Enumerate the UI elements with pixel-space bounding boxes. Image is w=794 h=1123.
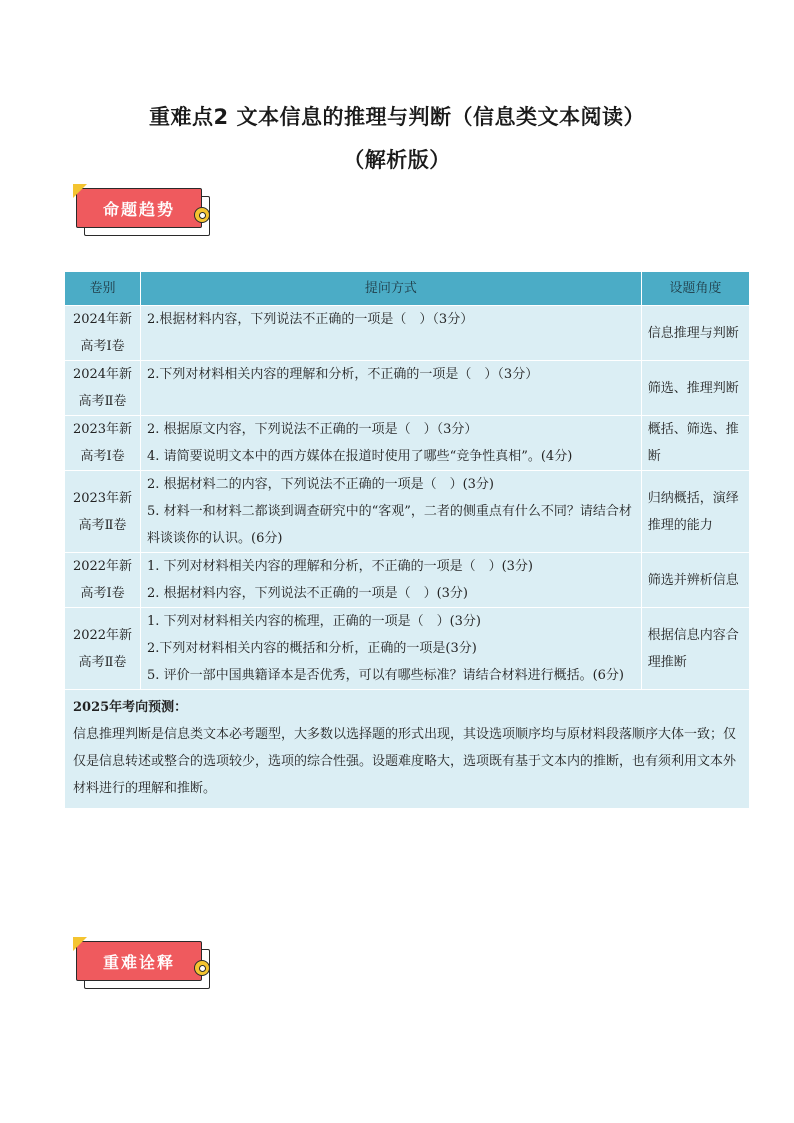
cell-paper: 2023年新高考Ⅰ卷 [65,416,141,471]
cell-angle: 归纳概括，演绎推理的能力 [641,471,749,553]
cell-questions [141,553,642,608]
cell-angle: 概括、筛选、推断 [641,416,749,471]
cell-angle: 筛选、推理判断 [641,361,749,416]
question-text: 2.根据材料内容，下列说法不正确的一项是（ ）（3分） [147,312,474,327]
cell-angle: 信息推理与判断 [641,306,749,361]
page-title: 重难点2 文本信息的推理与判断（信息类文本阅读） [149,105,645,129]
forecast-cell [65,690,750,809]
section-badge-explain [76,941,210,987]
badge-label: 重难诠释 [102,952,175,972]
table-header-row [65,272,750,306]
question-text: 2. 根据材料二的内容，下列说法不正确的一项是（ ）(3分) [147,477,494,492]
forecast-row [65,690,750,809]
header-paper: 卷别 [65,272,141,306]
question-text: 2. 根据原文内容，下列说法不正确的一项是（ ）（3分） [147,422,478,437]
forecast-title: 2025年考向预测： [73,700,188,715]
flag-icon [73,937,87,951]
badge-label: 命题趋势 [102,199,175,219]
cell-angle: 根据信息内容合理推断 [641,608,749,690]
forecast-text: 信息推理判断是信息类文本必考题型，大多数以选择题的形式出现，其设选项顺序均与原材料段落顺序大体一致；仅仅是信息转述或整合的选项较少，选项的综合性强。设题难度略大，选项既有基于文本内的推断，也有须利用文本外材料进行的理解和推断。 [73,727,737,796]
question-text: 1. 下列对材料相关内容的梳理，正确的一项是（ ）(3分) [147,614,481,629]
badge-body [76,188,202,228]
cell-questions [141,306,642,361]
cell-questions [141,361,642,416]
cell-paper: 2022年新高考Ⅱ卷 [65,608,141,690]
cell-questions [141,608,642,690]
ring-icon [194,207,210,223]
header-angle: 设题角度 [641,272,749,306]
flag-icon [73,184,87,198]
badge-body [76,941,202,981]
question-text: 1. 下列对材料相关内容的理解和分析，不正确的一项是（ ）(3分) [147,559,533,574]
table-row [65,416,750,471]
cell-angle: 筛选并辨析信息 [641,553,749,608]
table-row [65,608,750,690]
cell-paper: 2024年新高考Ⅱ卷 [65,361,141,416]
cell-questions [141,416,642,471]
table-row [65,471,750,553]
table-row [65,553,750,608]
section-badge-trend [76,188,210,234]
table-row [65,361,750,416]
ring-icon [194,960,210,976]
header-questions: 提问方式 [141,272,642,306]
cell-paper: 2022年新高考Ⅰ卷 [65,553,141,608]
page-subtitle: （解析版） [343,148,451,172]
table-row [65,306,750,361]
question-text: 4. 请简要说明文本中的西方媒体在报道时使用了哪些“竞争性真相”。(4分) [147,449,573,464]
question-text: 2.下列对材料相关内容的概括和分析，正确的一项是(3分) [147,641,477,656]
cell-paper: 2024年新高考Ⅰ卷 [65,306,141,361]
exam-table [64,271,750,809]
question-text: 2. 根据材料内容，下列说法不正确的一项是（ ）(3分) [147,586,468,601]
cell-paper: 2023年新高考Ⅱ卷 [65,471,141,553]
question-text: 2.下列对材料相关内容的理解和分析，不正确的一项是（ ）（3分） [147,367,539,382]
cell-questions [141,471,642,553]
question-text: 5. 材料一和材料二都谈到调查研究中的“客观”，二者的侧重点有什么不同？请结合材料谈谈你的认识。(6分) [147,504,632,546]
question-text: 5. 评价一部中国典籍译本是否优秀，可以有哪些标准？请结合材料进行概括。(6分) [147,668,624,683]
